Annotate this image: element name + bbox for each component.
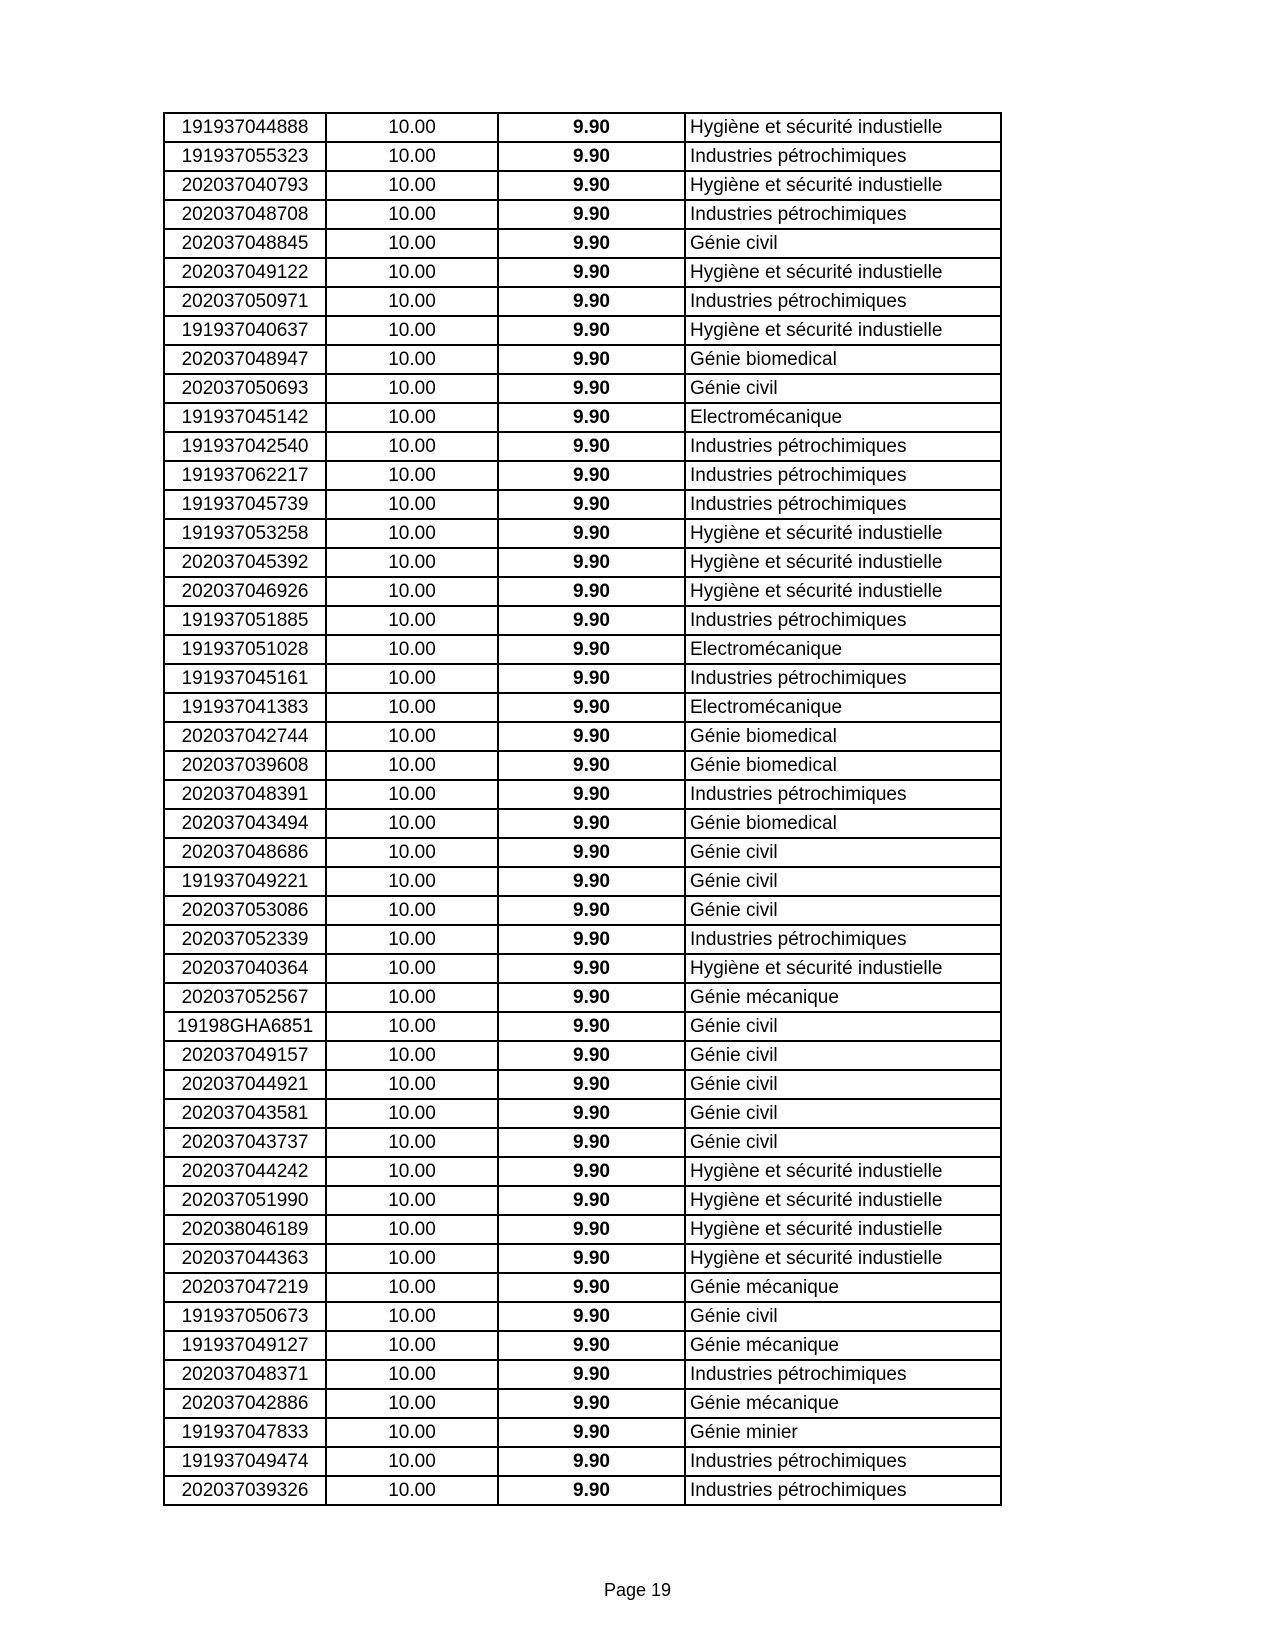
average-cell: 9.90 [498,1331,685,1360]
average-cell: 9.90 [498,461,685,490]
table-row [164,635,1001,664]
average-cell: 9.90 [498,983,685,1012]
average-cell: 9.90 [498,780,685,809]
student-id-cell: 202037040364 [164,954,326,983]
table-row [164,1128,1001,1157]
score-cell: 10.00 [326,925,498,954]
average-cell: 9.90 [498,1099,685,1128]
specialty-cell: Génie civil [685,1128,1001,1157]
average-cell: 9.90 [498,867,685,896]
average-cell: 9.90 [498,1128,685,1157]
table-row [164,258,1001,287]
average-cell: 9.90 [498,200,685,229]
student-id-cell: 202037043494 [164,809,326,838]
student-id-cell: 191937041383 [164,693,326,722]
table-row [164,1070,1001,1099]
specialty-cell: Génie civil [685,1070,1001,1099]
student-id-cell: 202037048947 [164,345,326,374]
table-row [164,1215,1001,1244]
student-id-cell: 191937044888 [164,113,326,142]
specialty-cell: Génie civil [685,896,1001,925]
score-cell: 10.00 [326,780,498,809]
specialty-cell: Industries pétrochimiques [685,200,1001,229]
specialty-cell: Industries pétrochimiques [685,142,1001,171]
student-id-cell: 202037047219 [164,1273,326,1302]
score-cell: 10.00 [326,171,498,200]
specialty-cell: Hygiène et sécurité industielle [685,258,1001,287]
student-id-cell: 191937055323 [164,142,326,171]
score-cell: 10.00 [326,432,498,461]
average-cell: 9.90 [498,693,685,722]
specialty-cell: Electromécanique [685,693,1001,722]
score-cell: 10.00 [326,954,498,983]
student-id-cell: 202037042886 [164,1389,326,1418]
specialty-cell: Génie mécanique [685,1331,1001,1360]
table-row [164,142,1001,171]
table-row [164,1302,1001,1331]
average-cell: 9.90 [498,490,685,519]
student-id-cell: 191937051028 [164,635,326,664]
student-id-cell: 202037043581 [164,1099,326,1128]
table-row [164,432,1001,461]
table-row [164,983,1001,1012]
average-cell: 9.90 [498,1389,685,1418]
results-table-body [164,113,1001,1505]
specialty-cell: Génie civil [685,1041,1001,1070]
score-cell: 10.00 [326,113,498,142]
average-cell: 9.90 [498,838,685,867]
specialty-cell: Génie minier [685,1418,1001,1447]
score-cell: 10.00 [326,577,498,606]
student-id-cell: 191937040637 [164,316,326,345]
score-cell: 10.00 [326,519,498,548]
student-id-cell: 202037044921 [164,1070,326,1099]
student-id-cell: 191937062217 [164,461,326,490]
average-cell: 9.90 [498,1273,685,1302]
score-cell: 10.00 [326,867,498,896]
score-cell: 10.00 [326,1389,498,1418]
table-row [164,461,1001,490]
student-id-cell: 202037048708 [164,200,326,229]
score-cell: 10.00 [326,751,498,780]
student-id-cell: 191937051885 [164,606,326,635]
average-cell: 9.90 [498,635,685,664]
average-cell: 9.90 [498,1070,685,1099]
score-cell: 10.00 [326,229,498,258]
page-number: Page 19 [603,1580,672,1600]
specialty-cell: Hygiène et sécurité industielle [685,548,1001,577]
average-cell: 9.90 [498,1041,685,1070]
table-row [164,490,1001,519]
table-row [164,1041,1001,1070]
score-cell: 10.00 [326,1418,498,1447]
table-row [164,809,1001,838]
score-cell: 10.00 [326,142,498,171]
table-row [164,345,1001,374]
score-cell: 10.00 [326,1157,498,1186]
table-row [164,1244,1001,1273]
score-cell: 10.00 [326,1273,498,1302]
specialty-cell: Génie civil [685,229,1001,258]
specialty-cell: Industries pétrochimiques [685,461,1001,490]
score-cell: 10.00 [326,1041,498,1070]
average-cell: 9.90 [498,432,685,461]
score-cell: 10.00 [326,1447,498,1476]
specialty-cell: Génie mécanique [685,1389,1001,1418]
score-cell: 10.00 [326,1070,498,1099]
student-id-cell: 202037048686 [164,838,326,867]
student-id-cell: 202037048845 [164,229,326,258]
table-row [164,1186,1001,1215]
average-cell: 9.90 [498,954,685,983]
table-row [164,200,1001,229]
table-row [164,548,1001,577]
student-id-cell: 191937045142 [164,403,326,432]
student-id-cell: 191937047833 [164,1418,326,1447]
score-cell: 10.00 [326,1012,498,1041]
score-cell: 10.00 [326,258,498,287]
student-id-cell: 202037040793 [164,171,326,200]
specialty-cell: Génie biomedical [685,751,1001,780]
score-cell: 10.00 [326,1186,498,1215]
student-id-cell: 202037046926 [164,577,326,606]
average-cell: 9.90 [498,316,685,345]
average-cell: 9.90 [498,751,685,780]
student-id-cell: 191937049474 [164,1447,326,1476]
average-cell: 9.90 [498,1157,685,1186]
average-cell: 9.90 [498,664,685,693]
specialty-cell: Industries pétrochimiques [685,664,1001,693]
table-row [164,896,1001,925]
table-row [164,403,1001,432]
specialty-cell: Génie civil [685,1099,1001,1128]
average-cell: 9.90 [498,1244,685,1273]
student-id-cell: 202037050971 [164,287,326,316]
table-row [164,374,1001,403]
specialty-cell: Industries pétrochimiques [685,1360,1001,1389]
specialty-cell: Hygiène et sécurité industielle [685,1186,1001,1215]
score-cell: 10.00 [326,896,498,925]
student-id-cell: 191937053258 [164,519,326,548]
specialty-cell: Hygiène et sécurité industielle [685,577,1001,606]
student-id-cell: 202037039326 [164,1476,326,1505]
student-id-cell: 191937049127 [164,1331,326,1360]
student-id-cell: 202037039608 [164,751,326,780]
student-id-cell: 191937045739 [164,490,326,519]
specialty-cell: Industries pétrochimiques [685,1476,1001,1505]
student-id-cell: 202037048371 [164,1360,326,1389]
specialty-cell: Industries pétrochimiques [685,780,1001,809]
student-id-cell: 202037042744 [164,722,326,751]
score-cell: 10.00 [326,722,498,751]
score-cell: 10.00 [326,664,498,693]
score-cell: 10.00 [326,548,498,577]
score-cell: 10.00 [326,693,498,722]
average-cell: 9.90 [498,1360,685,1389]
average-cell: 9.90 [498,258,685,287]
average-cell: 9.90 [498,171,685,200]
specialty-cell: Electromécanique [685,403,1001,432]
average-cell: 9.90 [498,374,685,403]
average-cell: 9.90 [498,1302,685,1331]
average-cell: 9.90 [498,287,685,316]
table-row [164,316,1001,345]
average-cell: 9.90 [498,403,685,432]
specialty-cell: Génie civil [685,1012,1001,1041]
table-row [164,606,1001,635]
table-row [164,1447,1001,1476]
student-id-cell: 202037049122 [164,258,326,287]
score-cell: 10.00 [326,1360,498,1389]
student-id-cell: 202037043737 [164,1128,326,1157]
average-cell: 9.90 [498,606,685,635]
score-cell: 10.00 [326,809,498,838]
average-cell: 9.90 [498,1215,685,1244]
specialty-cell: Hygiène et sécurité industielle [685,519,1001,548]
score-cell: 10.00 [326,200,498,229]
specialty-cell: Hygiène et sécurité industielle [685,954,1001,983]
specialty-cell: Hygiène et sécurité industielle [685,113,1001,142]
table-row [164,1476,1001,1505]
specialty-cell: Industries pétrochimiques [685,606,1001,635]
table-row [164,1012,1001,1041]
specialty-cell: Génie biomedical [685,345,1001,374]
table-row [164,1273,1001,1302]
table-row [164,577,1001,606]
table-row [164,1418,1001,1447]
table-row [164,287,1001,316]
score-cell: 10.00 [326,1476,498,1505]
table-row [164,838,1001,867]
average-cell: 9.90 [498,519,685,548]
specialty-cell: Hygiène et sécurité industielle [685,1244,1001,1273]
specialty-cell: Industries pétrochimiques [685,925,1001,954]
average-cell: 9.90 [498,577,685,606]
average-cell: 9.90 [498,1418,685,1447]
average-cell: 9.90 [498,142,685,171]
score-cell: 10.00 [326,490,498,519]
student-id-cell: 202037052339 [164,925,326,954]
specialty-cell: Génie civil [685,1302,1001,1331]
score-cell: 10.00 [326,1244,498,1273]
student-id-cell: 202037053086 [164,896,326,925]
specialty-cell: Hygiène et sécurité industielle [685,1215,1001,1244]
average-cell: 9.90 [498,1012,685,1041]
score-cell: 10.00 [326,316,498,345]
average-cell: 9.90 [498,548,685,577]
table-row [164,1099,1001,1128]
average-cell: 9.90 [498,809,685,838]
table-row [164,519,1001,548]
average-cell: 9.90 [498,925,685,954]
score-cell: 10.00 [326,374,498,403]
student-id-cell: 202037048391 [164,780,326,809]
student-id-cell: 202037050693 [164,374,326,403]
table-row [164,171,1001,200]
specialty-cell: Hygiène et sécurité industielle [685,1157,1001,1186]
table-row [164,1360,1001,1389]
specialty-cell: Industries pétrochimiques [685,490,1001,519]
specialty-cell: Industries pétrochimiques [685,1447,1001,1476]
specialty-cell: Electromécanique [685,635,1001,664]
table-row [164,751,1001,780]
specialty-cell: Génie mécanique [685,1273,1001,1302]
score-cell: 10.00 [326,403,498,432]
student-id-cell: 202038046189 [164,1215,326,1244]
score-cell: 10.00 [326,983,498,1012]
student-id-cell: 202037049157 [164,1041,326,1070]
average-cell: 9.90 [498,229,685,258]
score-cell: 10.00 [326,1302,498,1331]
average-cell: 9.90 [498,113,685,142]
table-row [164,1331,1001,1360]
score-cell: 10.00 [326,1331,498,1360]
student-id-cell: 202037045392 [164,548,326,577]
average-cell: 9.90 [498,722,685,751]
specialty-cell: Hygiène et sécurité industielle [685,171,1001,200]
student-id-cell: 202037052567 [164,983,326,1012]
specialty-cell: Génie civil [685,374,1001,403]
specialty-cell: Génie biomedical [685,722,1001,751]
score-cell: 10.00 [326,287,498,316]
specialty-cell: Génie biomedical [685,809,1001,838]
specialty-cell: Génie mécanique [685,983,1001,1012]
score-cell: 10.00 [326,635,498,664]
student-id-cell: 191937049221 [164,867,326,896]
score-cell: 10.00 [326,1099,498,1128]
student-id-cell: 202037044363 [164,1244,326,1273]
student-id-cell: 191937045161 [164,664,326,693]
table-row [164,113,1001,142]
specialty-cell: Génie civil [685,838,1001,867]
student-id-cell: 202037044242 [164,1157,326,1186]
table-row [164,780,1001,809]
table-row [164,867,1001,896]
average-cell: 9.90 [498,345,685,374]
table-row [164,664,1001,693]
table-row [164,925,1001,954]
student-id-cell: 191937050673 [164,1302,326,1331]
table-row [164,1389,1001,1418]
average-cell: 9.90 [498,1447,685,1476]
table-row [164,1157,1001,1186]
specialty-cell: Hygiène et sécurité industielle [685,316,1001,345]
score-cell: 10.00 [326,1215,498,1244]
table-row [164,722,1001,751]
score-cell: 10.00 [326,1128,498,1157]
specialty-cell: Industries pétrochimiques [685,287,1001,316]
table-row [164,693,1001,722]
specialty-cell: Industries pétrochimiques [685,432,1001,461]
score-cell: 10.00 [326,345,498,374]
score-cell: 10.00 [326,838,498,867]
results-table [163,112,1002,1506]
table-row [164,954,1001,983]
score-cell: 10.00 [326,606,498,635]
specialty-cell: Génie civil [685,867,1001,896]
average-cell: 9.90 [498,1186,685,1215]
student-id-cell: 191937042540 [164,432,326,461]
student-id-cell: 202037051990 [164,1186,326,1215]
student-id-cell: 19198GHA6851 [164,1012,326,1041]
average-cell: 9.90 [498,896,685,925]
average-cell: 9.90 [498,1476,685,1505]
table-row [164,229,1001,258]
score-cell: 10.00 [326,461,498,490]
